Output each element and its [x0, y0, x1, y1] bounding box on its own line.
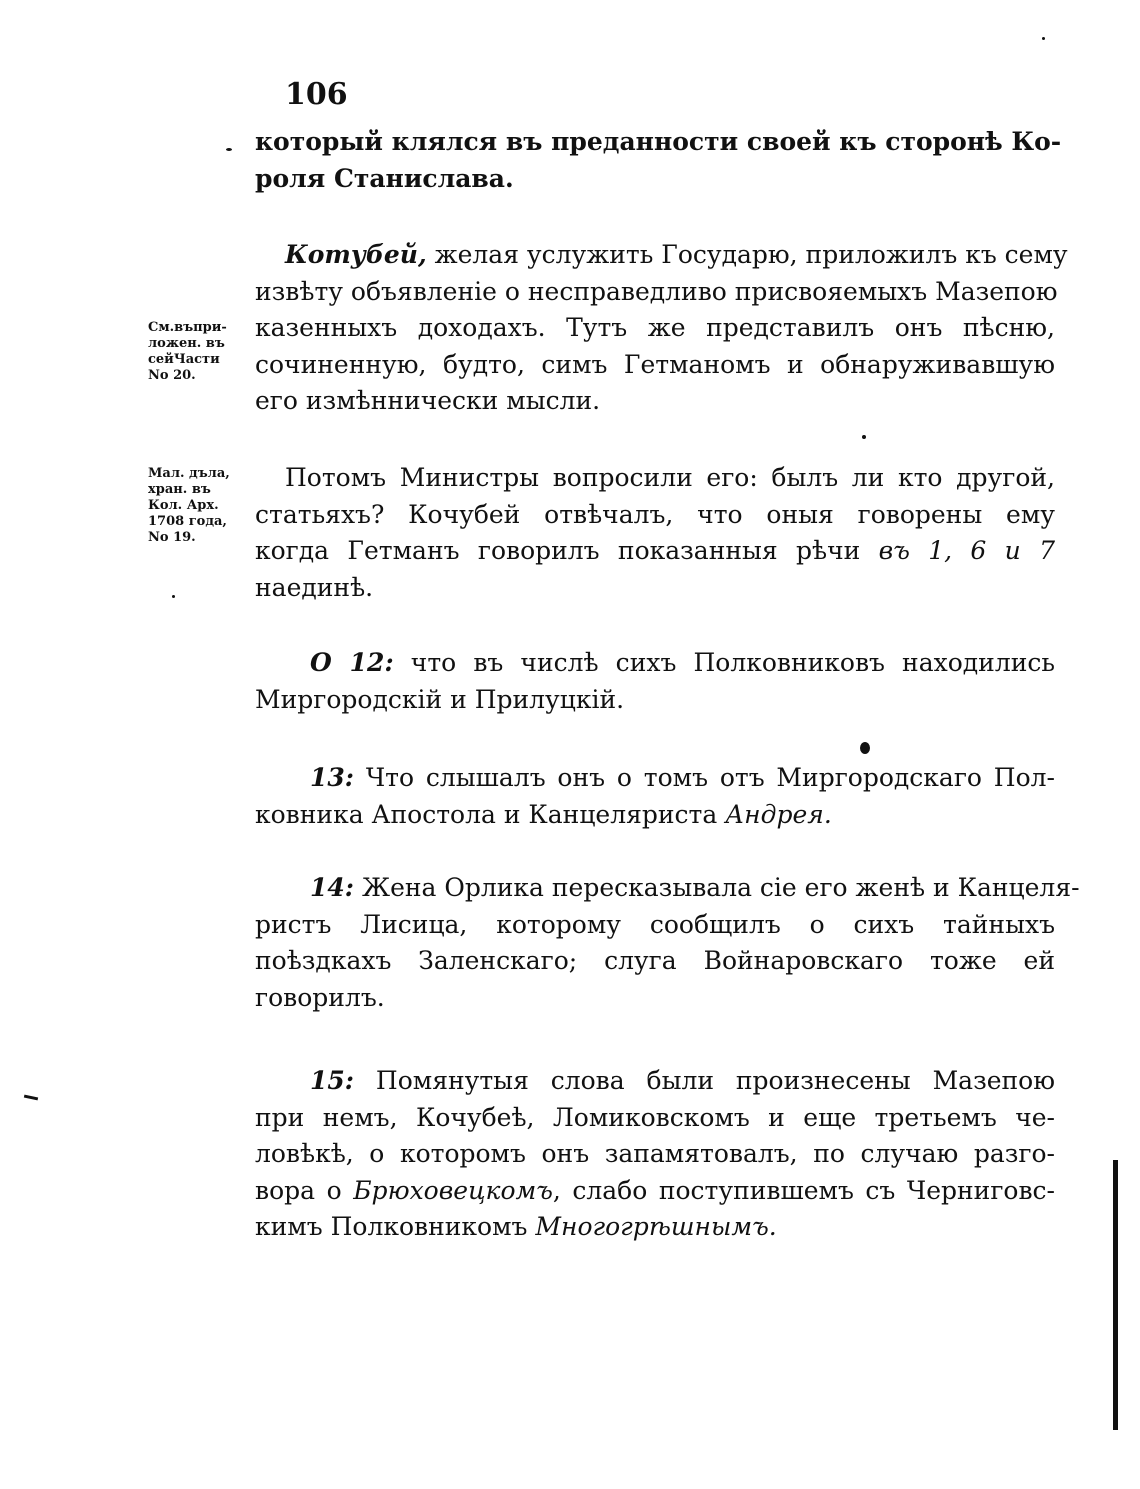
text-line [255, 760, 1055, 797]
text-line [255, 797, 1055, 834]
text-line: Миргородскій и Прилуцкій. [255, 684, 625, 714]
paragraph-point-15 [255, 1063, 1055, 1246]
text-line: извѣту объявленіе о несправедливо присвояемыхъ Мазепою [255, 276, 1058, 306]
text-span: желая услужить Государю, приложилъ къ сему [426, 240, 1068, 269]
text-span: Что слышалъ онъ о томъ отъ Миргородскаго Пол- [354, 763, 1055, 792]
paragraph-point-14 [255, 870, 1080, 1016]
ink-speck [172, 595, 175, 598]
text-line: его измѣннически мысли. [255, 386, 601, 415]
point-number: 13: [310, 763, 355, 792]
paragraph-point-12 [255, 645, 1055, 718]
text-line: который клялся въ преданности своей къ сторонѣ Ко- [255, 127, 1062, 156]
text-line: при немъ, Кочубеѣ, Ломиковскомъ и еще третьемъ че- [255, 1102, 1055, 1132]
scan-mark [24, 1095, 38, 1101]
text-span: вора о [255, 1175, 354, 1205]
italic-name: Многогрѣшнымъ. [535, 1212, 777, 1241]
text-line: казенныхъ доходахъ. Тутъ же представилъ онъ пѣсню, [255, 313, 1055, 342]
text-line [255, 1173, 1055, 1210]
text-span: Помянутыя слова были произнесены Мазепою [354, 1066, 1055, 1095]
ink-speck [226, 148, 232, 151]
text-line: статьяхъ? Кочубей отвѣчалъ, что оныя говорены ему [255, 499, 1055, 529]
text-span: что въ числѣ сихъ Полковниковъ находились [393, 648, 1055, 677]
point-number: 15: [310, 1066, 355, 1095]
margin-note-archive [148, 466, 256, 546]
text-line [255, 533, 1055, 570]
italic-span: въ 1, 6 и 7 [878, 536, 1055, 565]
margin-note-line: См.въпри- [148, 320, 227, 335]
paragraph-kochubey-denunciation [255, 237, 1068, 420]
margin-note-line: No 19. [148, 530, 196, 545]
margin-note-line: 1708 года, [148, 514, 227, 529]
margin-note-line: ложен. въ [148, 336, 225, 351]
margin-note-line: хран. въ [148, 482, 211, 497]
text-span: когда Гетманъ говорилъ показанныя рѣчи [255, 536, 879, 565]
text-span: ковника Апостола и Канцеляриста [255, 799, 726, 829]
text-line: говорилъ. [255, 982, 385, 1012]
margin-note-line: Мал. дъла, [148, 466, 230, 481]
paragraph-continuation [255, 124, 1062, 197]
italic-name: Андрея. [725, 799, 832, 829]
text-span: кимъ Полковникомъ [255, 1212, 536, 1241]
text-line: роля Станислава. [255, 163, 514, 193]
point-number: 14: [310, 873, 355, 902]
text-line: Потомъ Министры вопросили его: былъ ли кто другой, [285, 463, 1055, 492]
page-number: 106 [285, 77, 348, 112]
text-span: , слабо поступившемъ съ Черниговс- [552, 1175, 1055, 1205]
ink-speck [1042, 37, 1045, 40]
margin-note-line: No 20. [148, 368, 196, 383]
text-span: Жена Орлика пересказывала сіе его женѣ и Канцеля- [354, 873, 1080, 902]
paragraph-ministers-question [255, 460, 1055, 606]
margin-note-line: Кол. Арх. [148, 498, 219, 513]
paragraph-point-13 [255, 760, 1055, 833]
margin-note-line: сейЧасти [148, 352, 220, 367]
margin-note-appendix [148, 320, 256, 384]
italic-name: Котубей, [285, 240, 427, 269]
scan-edge-bar [1113, 1160, 1118, 1430]
ink-blot [860, 742, 870, 754]
text-line [255, 1063, 1055, 1100]
italic-name: Брюховецкомъ [353, 1175, 553, 1205]
text-line [255, 237, 1068, 274]
text-line: ристъ Лисица, которому сообщилъ о сихъ тайныхъ [255, 909, 1055, 939]
point-number: О 12: [310, 648, 394, 677]
text-line [255, 1209, 1055, 1246]
text-line: сочиненную, будто, симъ Гетманомъ и обнаруживавшую [255, 349, 1055, 379]
text-line [255, 870, 1080, 907]
text-line: ловѣкѣ, о которомъ онъ запамятовалъ, по случаю разго- [255, 1139, 1055, 1168]
text-line: наединѣ. [255, 572, 374, 602]
text-line: поѣздкахъ Заленскаго; слуга Войнаровскаго тоже ей [255, 946, 1055, 975]
text-line [255, 645, 1055, 682]
ink-speck [862, 435, 866, 439]
